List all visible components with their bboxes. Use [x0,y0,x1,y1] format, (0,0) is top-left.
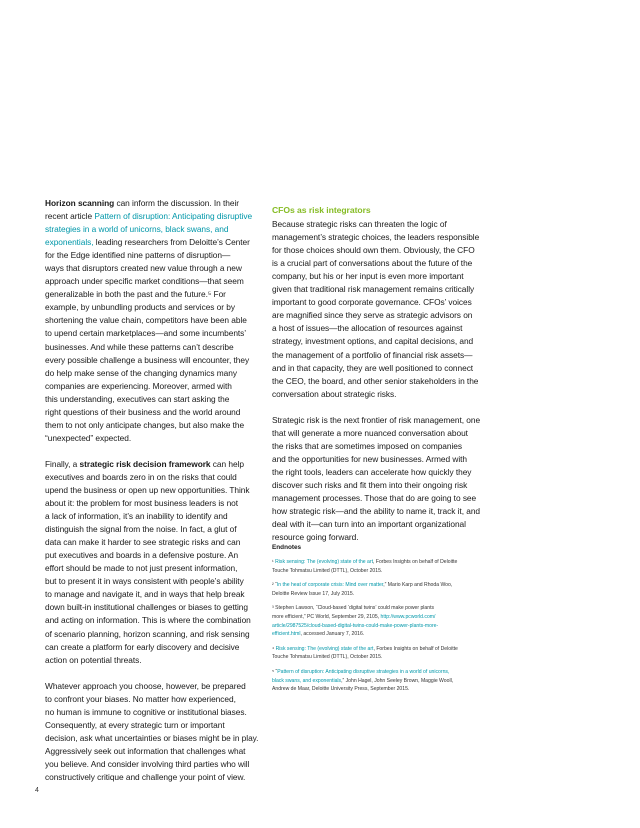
text-line [272,581,522,590]
text-run: data can make it harder to see strategic risks and can [45,537,241,548]
text-run: Andrew de Maar, Deloitte University Press, September 2015. [272,686,410,693]
text-run: no human is immune to cognitive or institutional biases. [45,706,247,717]
text-line [272,309,518,322]
text-line [272,257,518,270]
text-run: Deloitte Review Issue 17, July 2015. [272,590,355,597]
text-run: the management of a portfolio of financial risk assets— [272,349,473,360]
text-line [272,335,518,348]
text-line [272,677,522,686]
text-link[interactable]: black swans, and exponentials [272,677,342,684]
text-line [272,427,518,440]
endnote-item [272,581,522,598]
text-link[interactable]: strategies in a world of unicorns, black swans, and [45,224,229,235]
text-line [272,567,522,576]
text-run: ,” Mario Karp and Rhoda Woo, [383,582,453,589]
text-line [272,349,518,362]
text-line [45,471,285,484]
text-run: about it: the problem for most business leaders is not [45,498,239,509]
text-run: do help make sense of the changing dynamics many [45,367,237,378]
text-line [45,380,285,393]
text-link[interactable]: Pattern of disruption: Anticipating disruptive strategies in a world of unicorns, [277,668,450,675]
text-run: you believe. And consider involving third parties who will [45,758,250,769]
text-line [45,497,285,510]
text-line [45,641,285,654]
text-run: strategy, investment options, and capital decisions, and [272,336,474,347]
text-run: company, but his or her input is even more important [272,271,464,282]
text-run: a lack of information, it’s an inability to identify and [45,511,228,522]
text-run: more efficient,” PC World, September 29, 2105, [272,613,381,620]
text-line [272,590,522,599]
text-link[interactable]: Pattern of disruption: Anticipating disruptive [94,211,253,222]
text-run: for those choices should own them. Obviously, the CFO [272,245,475,256]
text-line [45,575,285,588]
text-line [45,654,285,667]
text-line [45,249,285,262]
text-run: distinguish the signal from the noise. In fact, a glut of [45,524,237,535]
text-run: Consequently, at every strategic turn or important [45,719,225,730]
text-line [45,588,285,601]
text-run: conversation about strategic risks. [272,388,397,399]
text-line [45,367,285,380]
text-line [272,388,518,401]
text-run: can help [210,458,244,469]
text-run: leading researchers from Deloitte’s Center [93,237,250,248]
text-run: ⁵ “ [272,668,278,675]
text-run: example, by unbundling products and services or by [45,302,235,313]
text-line [45,732,285,745]
text-run: how strategic risk—and the ability to name it, track it, and [272,506,481,517]
text-link[interactable]: Risk sensing: The (evolving) state of the art [275,559,373,565]
text-run: , Forbes Insights on behalf of Deloitte [373,645,458,652]
text-line [45,197,285,210]
text-run: and acting on information. This is where the combination [45,615,251,626]
text-run: the risks that are sometimes imposed on companies [272,440,463,451]
endnote-item [272,604,522,638]
text-run: Touche Tohmatsu Limited (DTTL), October 2015. [272,654,383,661]
text-line [45,327,285,340]
text-line [45,210,285,223]
text-run: them to not only anticipate changes, but also make the [45,419,245,430]
text-run: ways that disruptors created new value through a new [45,263,242,274]
text-run: recent article [45,211,95,222]
paragraph-strategic-risk-frontier [272,414,518,544]
text-line [45,393,285,406]
text-link[interactable]: Risk sensing: The (evolving) state of the art [275,645,374,652]
text-run: are magnified since they serve as strategic advisors on [272,310,473,321]
bold-term: strategic risk decision framework [79,458,211,469]
text-line [45,680,285,693]
endnote-item [272,668,522,694]
text-run: down built-in institutional challenges or biases to getting [45,602,248,613]
text-run: can create a platform for early discovery and decisive [45,641,240,652]
text-line [272,645,522,654]
text-run: to confront your biases. No matter how experienced, [45,693,236,704]
text-line [272,414,518,427]
text-line [45,419,285,432]
text-line [45,314,285,327]
text-line [45,458,285,471]
text-run: Aggressively seek out information that challenges what [45,745,246,756]
text-run: to manage and navigate it, and in ways that help break [45,589,245,600]
text-line [272,453,518,466]
text-line [45,275,285,288]
text-run: for the Edge identified nine patterns of disruption— [45,250,231,261]
text-line [272,375,518,388]
text-line [45,523,285,536]
text-run: and in that capacity, they are well positioned to connect [272,362,474,373]
text-line [45,601,285,614]
text-line [45,771,285,784]
text-link[interactable]: In the heat of corporate crisis: Mind over matter [276,582,384,589]
text-run: put executives and boards in a defensive posture. An [45,550,239,561]
text-run: ² “ [272,582,277,589]
text-link[interactable]: article/2987525/cloud-based-digital-twins-could-make-power-plants-more- [272,622,439,629]
text-run: this understanding, executives can start asking the [45,393,230,404]
text-line [45,341,285,354]
text-line [45,536,285,549]
text-line [272,630,522,639]
endnotes [272,544,522,700]
text-link[interactable]: http://www.pcworld.com/ [380,613,436,620]
text-line [45,301,285,314]
text-line [45,510,285,523]
text-run: constructively critique and challenge your point of view. [45,771,246,782]
text-run: Whatever approach you choose, however, be prepared [45,680,246,691]
endnote-item [272,558,522,575]
text-line [45,719,285,732]
text-line [272,440,518,453]
text-run: executives and boards zero in on the risks that could [45,471,237,482]
text-run: that will generate a more nuanced conversation about [272,427,468,438]
text-line [45,549,285,562]
text-line [45,262,285,275]
text-run: ⁴ [272,645,276,652]
text-line [272,362,518,375]
text-line [45,223,285,236]
text-line [272,479,518,492]
text-link[interactable]: efficient.html [272,631,301,638]
paragraph-confront-biases [45,680,285,784]
text-run: generalizable in both the past and the future.⁵ For [45,289,226,300]
text-line [45,236,285,249]
text-run: can inform the discussion. In their [114,198,240,208]
text-run: ¹ [272,559,276,565]
left-column [45,197,285,797]
text-line [45,432,285,445]
text-line [272,558,522,567]
text-run: and the opportunities for new businesses. Armed with [272,453,467,464]
text-line [45,562,285,575]
text-run: upend the business or open up new opportunities. Think [45,484,250,495]
text-line [272,668,522,677]
text-run: deal with it—can turn into an important organizational [272,519,466,530]
text-run: , accessed January 7, 2016. [300,631,365,638]
text-run: right questions of their business and the world around [45,406,241,417]
page-number: 4 [35,787,39,794]
text-run: every possible challenge a business will encounter, they [45,354,250,365]
text-line [45,288,285,301]
section-heading: CFOs as risk integrators [272,205,371,215]
text-line [272,604,522,613]
text-run: Finally, a [45,458,80,469]
text-line [45,706,285,719]
paragraph-risk-decision-framework [45,458,285,667]
text-run: “unexpected” expected. [45,432,132,443]
endnote-item [272,645,522,662]
text-run: Strategic risk is the next frontier of risk management, one [272,414,481,425]
text-line [272,492,518,505]
text-line [272,244,518,257]
text-run: management processes. Those that do are going to see [272,492,477,503]
text-line [45,406,285,419]
text-line [272,505,518,518]
text-line [272,283,518,296]
text-run: Because strategic risks can threaten the logic of [272,219,447,230]
text-run: businesses. And while these patterns can’t describe [45,341,234,352]
text-run: companies are experiencing. Moreover, armed with [45,380,232,391]
text-line [45,614,285,627]
text-run: action on potential threats. [45,654,142,665]
text-run: is a crucial part of conversations about the future of the [272,258,473,269]
text-line [45,484,285,497]
text-line [272,685,522,694]
text-line [272,270,518,283]
bold-term: Horizon scanning [45,198,115,208]
text-run: ³ Stephen Lawson, “Cloud-based ‘digital twins’ could make power plants [272,605,435,612]
text-run: to upend certain marketplaces—and some incumbents’ [45,328,247,339]
text-line [272,322,518,335]
text-run: but to present it in ways consistent with people’s ability [45,576,244,587]
text-run: important to good corporate governance. CFOs’ voices [272,297,472,308]
paragraph-cfo-role [272,218,518,401]
text-run: resource going forward. [272,532,359,543]
text-line [45,693,285,706]
text-line [272,518,518,531]
text-line [272,622,522,631]
text-run: the CEO, the board, and other senior stakeholders in the [272,375,479,386]
text-run: of scenario planning, horizon scanning, and risk sensing [45,628,250,639]
text-run: a host of issues—the allocation of resources against [272,323,463,334]
text-line [45,354,285,367]
text-run: the right tools, leaders can accelerate how quickly they [272,466,472,477]
text-line [272,531,518,544]
text-line [45,745,285,758]
text-run: management’s strategic choices, the leaders responsible [272,232,480,243]
right-column [272,204,518,557]
endnotes-title: Endnotes [272,544,302,551]
text-run: Touche Tohmatsu Limited (DTTL), October 2015. [272,567,383,574]
text-line [272,613,522,622]
text-line [272,296,518,309]
endnote-list [272,558,522,694]
text-line [272,218,518,231]
text-link[interactable]: exponentials, [45,237,94,248]
text-run: approach under specific market conditions—that seem [45,276,244,287]
paragraph-horizon-scanning [45,197,285,445]
text-run: shortening the value chain, competitors have been able [45,315,247,326]
text-run: decision, ask what uncertainties or biases might be in play. [45,732,259,743]
text-run: , Forbes Insights on behalf of Deloitte [373,559,458,565]
text-run: effort should be made to not just present information, [45,563,238,574]
text-line [272,231,518,244]
text-line [45,628,285,641]
text-line [272,653,522,662]
text-line [45,758,285,771]
text-line [272,466,518,479]
text-run: given that traditional risk management remains critically [272,284,475,295]
text-run: discover such risks and fit them into their ongoing risk [272,479,468,490]
text-run: ,” John Hagel, John Seeley Brown, Maggie Wooll, [341,677,454,684]
